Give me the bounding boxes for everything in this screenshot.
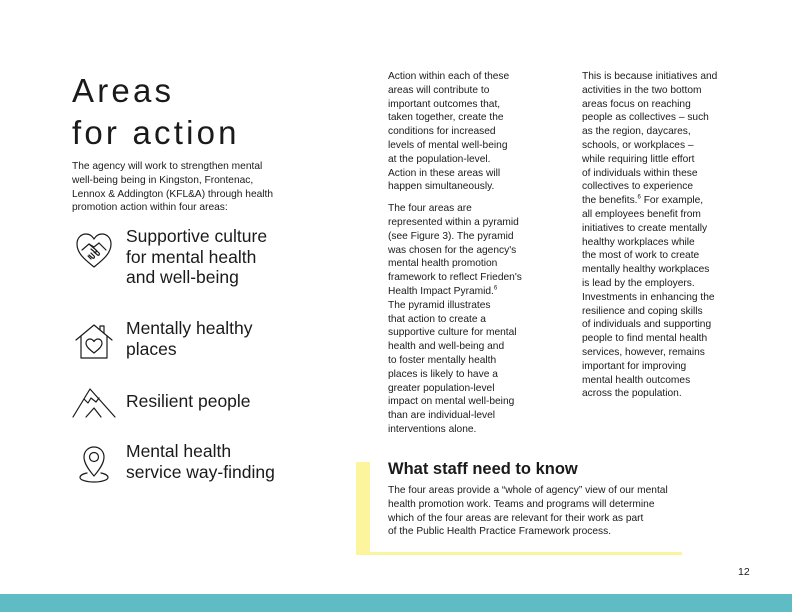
page-number: 12 [738,566,750,578]
text-line: (see Figure 3). The pyramid [388,230,514,242]
text-line: represented within a pyramid [388,216,519,228]
intro-line: The agency will work to strengthen mental [72,161,263,172]
text-line: activities in the two bottom [582,84,702,96]
text-line: taken together, create the [388,112,504,124]
callout-body [388,484,668,539]
area-service-way-finding [72,441,326,487]
area-label-line: Mental health [126,441,232,461]
text-fragment: For example, [640,195,704,207]
text-line: services, however, remains [582,346,705,358]
text-line: initiatives to create mentally [582,222,708,234]
area-mentally-healthy-places [72,318,326,364]
text-line: This is because initiatives and [582,71,718,82]
intro-line: well-being being in Kingston, Frontenac, [72,174,254,186]
paragraph [388,202,563,437]
text-line: as the region, daycares, [582,126,691,138]
text-line: the most of work to create [582,250,700,262]
callout-line: of the Public Health Practice Framework process. [388,526,612,538]
text-line: Investments in enhancing the [582,291,715,303]
area-label-line: places [126,338,177,359]
text-line: levels of mental well-being [388,139,508,151]
text-line: places is likely to have a [388,368,498,380]
heart-hands-icon [72,228,116,272]
text-line: of individuals within these [582,167,698,179]
text-line: conditions for increased [388,126,496,138]
area-label-line: Mentally healthy [126,318,253,338]
text-line: healthy workplaces while [582,236,695,248]
text-line: resilience and coping skills [582,305,703,317]
text-line: all employees benefit from [582,208,701,220]
text-line: health and well-being and [388,341,505,353]
area-label-line: and well-being [126,267,239,287]
area-label [126,391,326,412]
page-title-line: for action [72,114,240,151]
text-line: was chosen for the agency's [388,244,517,256]
text-line: schools, or workplaces – [582,139,694,151]
text-line: mental health promotion [388,258,498,270]
area-resilient-people [72,380,326,426]
intro-line: promotion action within four areas: [72,202,228,214]
area-label-line: Resilient people [126,391,251,411]
text-line: interventions alone. [388,423,477,435]
text-line: Action within each of these [388,71,510,82]
intro-line: Lennox & Addington (KFL&A) through health [72,188,274,200]
text-line: happen simultaneously. [388,181,495,193]
intro-paragraph [72,160,302,215]
area-supportive-culture [72,226,326,288]
text-line: at the population-level. [388,153,491,165]
text-line: important for improving [582,360,687,372]
text-line: of individuals and supporting [582,319,712,331]
text-line: while requiring little effort [582,153,695,165]
callout-accent-bar [356,462,370,554]
area-label-line: service way-finding [126,461,275,482]
text-line: is lead by the employers. [582,277,695,289]
text-line: framework to reflect Frieden's [388,272,522,284]
reference-superscript: 6 [637,194,641,201]
text-line: collectives to experience [582,181,693,193]
callout-line: which of the four areas are relevant for their work as part [388,512,644,524]
text-column-middle [388,70,563,445]
text-line [582,194,752,208]
callout-underline [356,552,682,555]
paragraph [582,70,752,401]
text-line: that action to create a [388,313,486,325]
text-line: across the population. [582,388,682,400]
text-fragment: the benefits. [582,195,638,207]
footer-band [0,594,792,612]
area-label [126,441,326,482]
page-title-line: Areas [72,72,175,109]
callout-line: The four areas provide a “whole of agency” view of our mental [388,485,668,496]
text-line: Action in these areas will [388,167,501,179]
paragraph [388,70,563,194]
text-line: greater population-level [388,382,495,394]
text-column-right [582,70,752,409]
area-label [126,318,326,359]
area-label-line: Supportive culture [126,226,268,246]
text-line: than are individual-level [388,410,496,422]
text-line: important outcomes that, [388,98,501,110]
reference-superscript: 6 [493,285,498,292]
text-line: people as collectives – such [582,112,709,124]
house-heart-icon [72,320,116,364]
page-title [72,70,332,154]
callout-line: health promotion work. Teams and programs will determine [388,498,655,510]
callout-title: What staff need to know [388,460,578,478]
location-pin-icon [72,443,116,487]
text-line: mentally healthy workplaces [582,264,710,276]
text-line: mental health outcomes [582,374,691,386]
text-line: The pyramid illustrates [388,299,491,311]
text-line: people to find mental health [582,333,708,345]
area-label-line: for mental health [126,246,257,267]
text-line: areas will contribute to [388,84,490,96]
area-label [126,226,326,288]
text-line: The four areas are [388,203,472,215]
text-line: supportive culture for mental [388,327,517,339]
text-line: impact on mental well-being [388,396,515,408]
text-fragment: Health Impact Pyramid. [388,285,494,297]
text-line: to foster mentally health [388,354,497,366]
mountain-icon [72,382,116,426]
text-line: areas focus on reaching [582,98,691,110]
text-line [388,285,563,299]
